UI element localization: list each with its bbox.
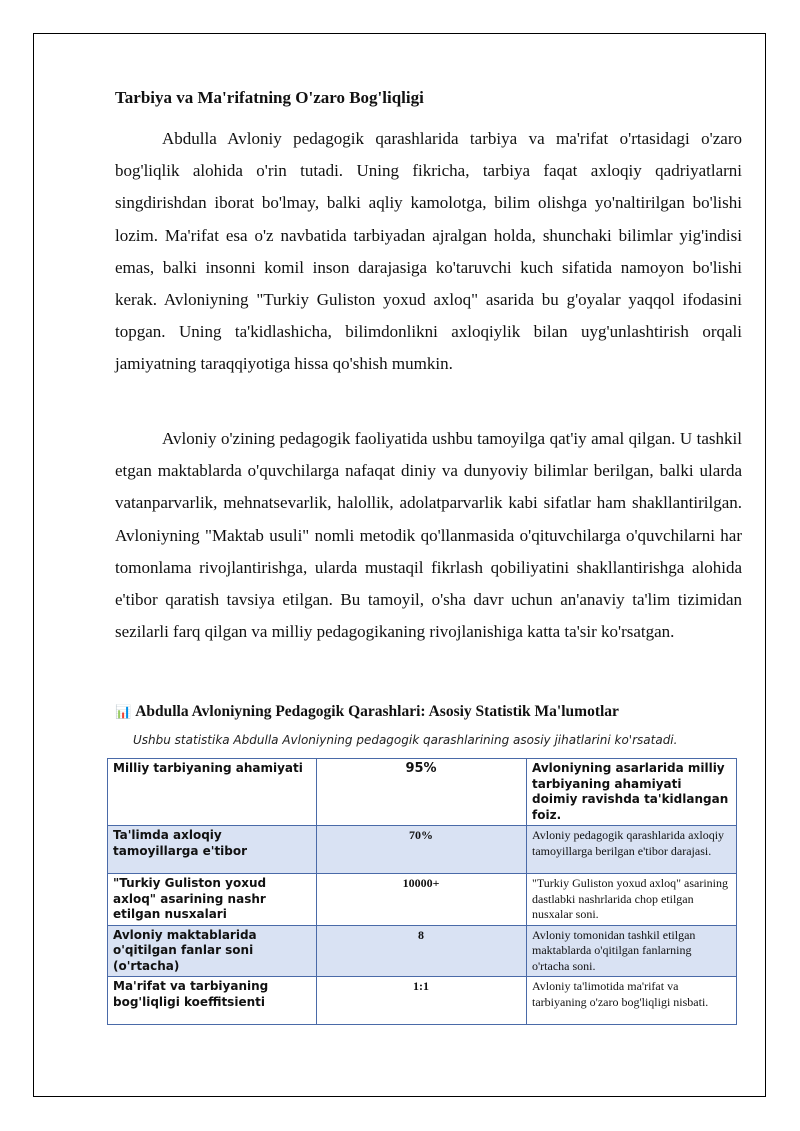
table-row xyxy=(108,874,737,926)
row-value: 10000+ xyxy=(317,874,527,926)
row-description: "Turkiy Guliston yoxud axloq" asarining dastlabki nashrlarida chop etilgan nusxalar soni. xyxy=(527,874,737,926)
paragraph-1: Abdulla Avloniy pedagogik qarashlarida tarbiya va ma'rifat o'rtasidagi o'zaro bog'liqlik alohida o'rin tutadi. Uning fikricha, tarbiya faqat axloqiy qadriyatlarni singdirishdan iborat bo'lmay, balki aqliy kamolotga, bilim olishga yo'naltirilgan bo'lishi lozim. Ma'rifat esa o'z navbatida tarbiyadan ajralgan holda, shunchaki bilimlar yig'indisi emas, balki insonni komil inson darajasiga ko'taruvchi kuch sifatida namoyon bo'lishi kerak. Avloniyning "Turkiy Guliston yoxud axloq" asarida bu g'oyalar yaqqol ifodasini topgan. Uning ta'kidlashicha, bilimdonlikni axloqiylik bilan uyg'unlashtirish orqali jamiyatning taraqqiyotiga hissa qo'shish mumkin. xyxy=(115,129,742,374)
row-description: Avloniyning asarlarida milliy tarbiyaning ahamiyati doimiy ravishda ta'kidlangan foiz. xyxy=(527,759,737,826)
table-title xyxy=(115,703,619,721)
table-row xyxy=(108,759,737,826)
table-caption: Ushbu statistika Abdulla Avloniyning pedagogik qarashlarining asosiy jihatlarini ko'rsatadi. xyxy=(133,733,678,747)
table-row xyxy=(108,826,737,874)
row-description: Avloniy pedagogik qarashlarida axloqiy tamoyillarga berilgan e'tibor darajasi. xyxy=(527,826,737,874)
table-row xyxy=(108,925,737,977)
row-description: Avloniy tomonidan tashkil etilgan maktablarda o'qitilgan fanlarning o'rtacha soni. xyxy=(527,925,737,977)
row-description: Avloniy ta'limotida ma'rifat va tarbiyaning o'zaro bog'liqligi nisbati. xyxy=(527,977,737,1025)
row-label: Ma'rifat va tarbiyaning bog'liqligi koeffitsienti xyxy=(108,977,317,1025)
row-value: 95% xyxy=(317,759,527,826)
row-value: 8 xyxy=(317,925,527,977)
paragraph-2: Avloniy o'zining pedagogik faoliyatida ushbu tamoyilga qat'iy amal qilgan. U tashkil etgan maktablarda o'quvchilarga nafaqat diniy va dunyoviy bilimlar berilgan, balki ularda vatanparvarlik, mehnatsevarlik, halollik, adolatparvarlik kabi sifatlar ham shakllantirilgan. Avloniyning "Maktab usuli" nomli metodik qo'llanmasida o'qituvchilarga o'quvchilarni har tomonlama rivojlantirishga, ularda mustaqil fikrlash qobiliyatini shakllantirishga alohida e'tibor qaratish tavsiya etilgan. Bu tamoyil, o'sha davr uchun an'anaviy ta'lim tizimidan sezilarli farq qilgan va milliy pedagogikaning rivojlanishiga katta ta'sir ko'rsatgan. xyxy=(115,429,742,642)
table-row xyxy=(108,977,737,1025)
row-value: 70% xyxy=(317,826,527,874)
row-label: Milliy tarbiyaning ahamiyati xyxy=(108,759,317,826)
bar-chart-icon: 📊 xyxy=(115,704,132,719)
row-label: Ta'limda axloqiy tamoyillarga e'tibor xyxy=(108,826,317,874)
statistics-table xyxy=(107,758,737,1025)
row-value: 1:1 xyxy=(317,977,527,1025)
row-label: Avloniy maktablarida o'qitilgan fanlar soni (o'rtacha) xyxy=(108,925,317,977)
row-label: "Turkiy Guliston yoxud axloq" asarining nashr etilgan nusxalari xyxy=(108,874,317,926)
section-heading: Tarbiya va Ma'rifatning O'zaro Bog'liqligi xyxy=(115,88,424,107)
table-title-text: Abdulla Avloniyning Pedagogik Qarashlari: Asosiy Statistik Ma'lumotlar xyxy=(135,703,619,720)
